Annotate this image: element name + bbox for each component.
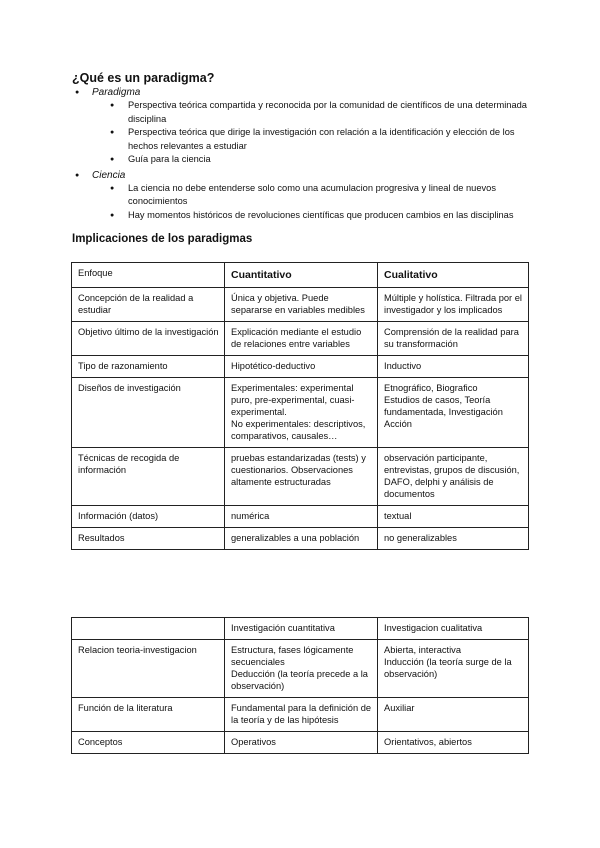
table-row <box>72 378 529 448</box>
table-cell: Tipo de razonamiento <box>72 356 225 378</box>
table-cell: Inductivo <box>378 356 529 378</box>
table-cell: no generalizables <box>378 528 529 550</box>
list-item: ● Perspectiva teórica que dirige la investigación con relación a la identificación y elección de los hechos relevantes a estudiar <box>92 126 532 153</box>
table-row <box>72 698 529 732</box>
table-cell: Función de la literatura <box>72 698 225 732</box>
table-cell: Relacion teoria-investigacion <box>72 640 225 698</box>
research-comparison-table <box>71 617 529 754</box>
table-cell: textual <box>378 506 529 528</box>
table-cell: Comprensión de la realidad para su transformación <box>378 322 529 356</box>
table-header-cell: Investigacion cualitativa <box>378 618 529 640</box>
table-cell: Auxiliar <box>378 698 529 732</box>
table-cell: Hipotético-deductivo <box>225 356 378 378</box>
table-cell: Abierta, interactiva Inducción (la teoría surge de la observación) <box>378 640 529 698</box>
page-title: ¿Qué es un paradigma? <box>72 71 215 85</box>
list-item: ● Guía para la ciencia <box>92 153 532 167</box>
table-header-cell: Cuantitativo <box>225 263 378 288</box>
list-item: ● Perspectiva teórica compartida y reconocida por la comunidad de científicos de una determinada disciplina <box>92 99 532 126</box>
table-cell: Experimentales: experimental puro, pre-experimental, cuasi-experimental. No experimentales: descriptivos, comparativos, causales… <box>225 378 378 448</box>
list-item <box>72 169 532 223</box>
table-cell: Objetivo último de la investigación <box>72 322 225 356</box>
sub-list <box>92 182 532 223</box>
table-cell: Diseños de investigación <box>72 378 225 448</box>
table-row <box>72 732 529 754</box>
table-cell: numérica <box>225 506 378 528</box>
table-row <box>72 448 529 506</box>
table-cell: Explicación mediante el estudio de relaciones entre variables <box>225 322 378 356</box>
table-row <box>72 288 529 322</box>
table-cell: pruebas estandarizadas (tests) y cuestionarios. Observaciones altamente estructuradas <box>225 448 378 506</box>
table-row <box>72 322 529 356</box>
list-item <box>72 86 532 167</box>
table-cell: Etnográfico, Biografico Estudios de casos, Teoría fundamentada, Investigación Acción <box>378 378 529 448</box>
list-item: ● Hay momentos históricos de revoluciones científicas que producen cambios en las disciplinas <box>92 209 532 223</box>
paradigm-bullet-list <box>72 86 532 224</box>
table-cell: Fundamental para la definición de la teoría y de las hipótesis <box>225 698 378 732</box>
table-cell: generalizables a una población <box>225 528 378 550</box>
table-cell: Concepción de la realidad a estudiar <box>72 288 225 322</box>
table-cell: Operativos <box>225 732 378 754</box>
table-header-cell: Investigación cuantitativa <box>225 618 378 640</box>
table-row <box>72 640 529 698</box>
table-header-cell: Enfoque <box>72 263 225 288</box>
paradigm-implications-table <box>71 262 529 550</box>
table-header-row <box>72 618 529 640</box>
table-cell: observación participante, entrevistas, grupos de discusión, DAFO, delphi y análisis de documentos <box>378 448 529 506</box>
table-cell: Estructura, fases lógicamente secuenciales Deducción (la teoría precede a la observación) <box>225 640 378 698</box>
sub-list <box>92 99 532 167</box>
bullet-label-paradigma: Paradigma <box>92 87 141 98</box>
table-cell: Técnicas de recogida de información <box>72 448 225 506</box>
section-title: Implicaciones de los paradigmas <box>72 233 253 245</box>
table-row <box>72 506 529 528</box>
list-item: ● La ciencia no debe entenderse solo como una acumulacion progresiva y lineal de nuevos conocimientos <box>92 182 532 209</box>
table-row <box>72 356 529 378</box>
table-cell: Orientativos, abiertos <box>378 732 529 754</box>
table-row <box>72 528 529 550</box>
table-cell: Múltiple y holística. Filtrada por el investigador y los implicados <box>378 288 529 322</box>
table-cell: Información (datos) <box>72 506 225 528</box>
table-cell: Resultados <box>72 528 225 550</box>
table-cell: Conceptos <box>72 732 225 754</box>
table-cell: Única y objetiva. Puede separarse en variables medibles <box>225 288 378 322</box>
table-header-cell: Cualitativo <box>378 263 529 288</box>
bullet-label-ciencia: Ciencia <box>92 169 126 181</box>
table-header-cell <box>72 618 225 640</box>
table-header-row <box>72 263 529 288</box>
